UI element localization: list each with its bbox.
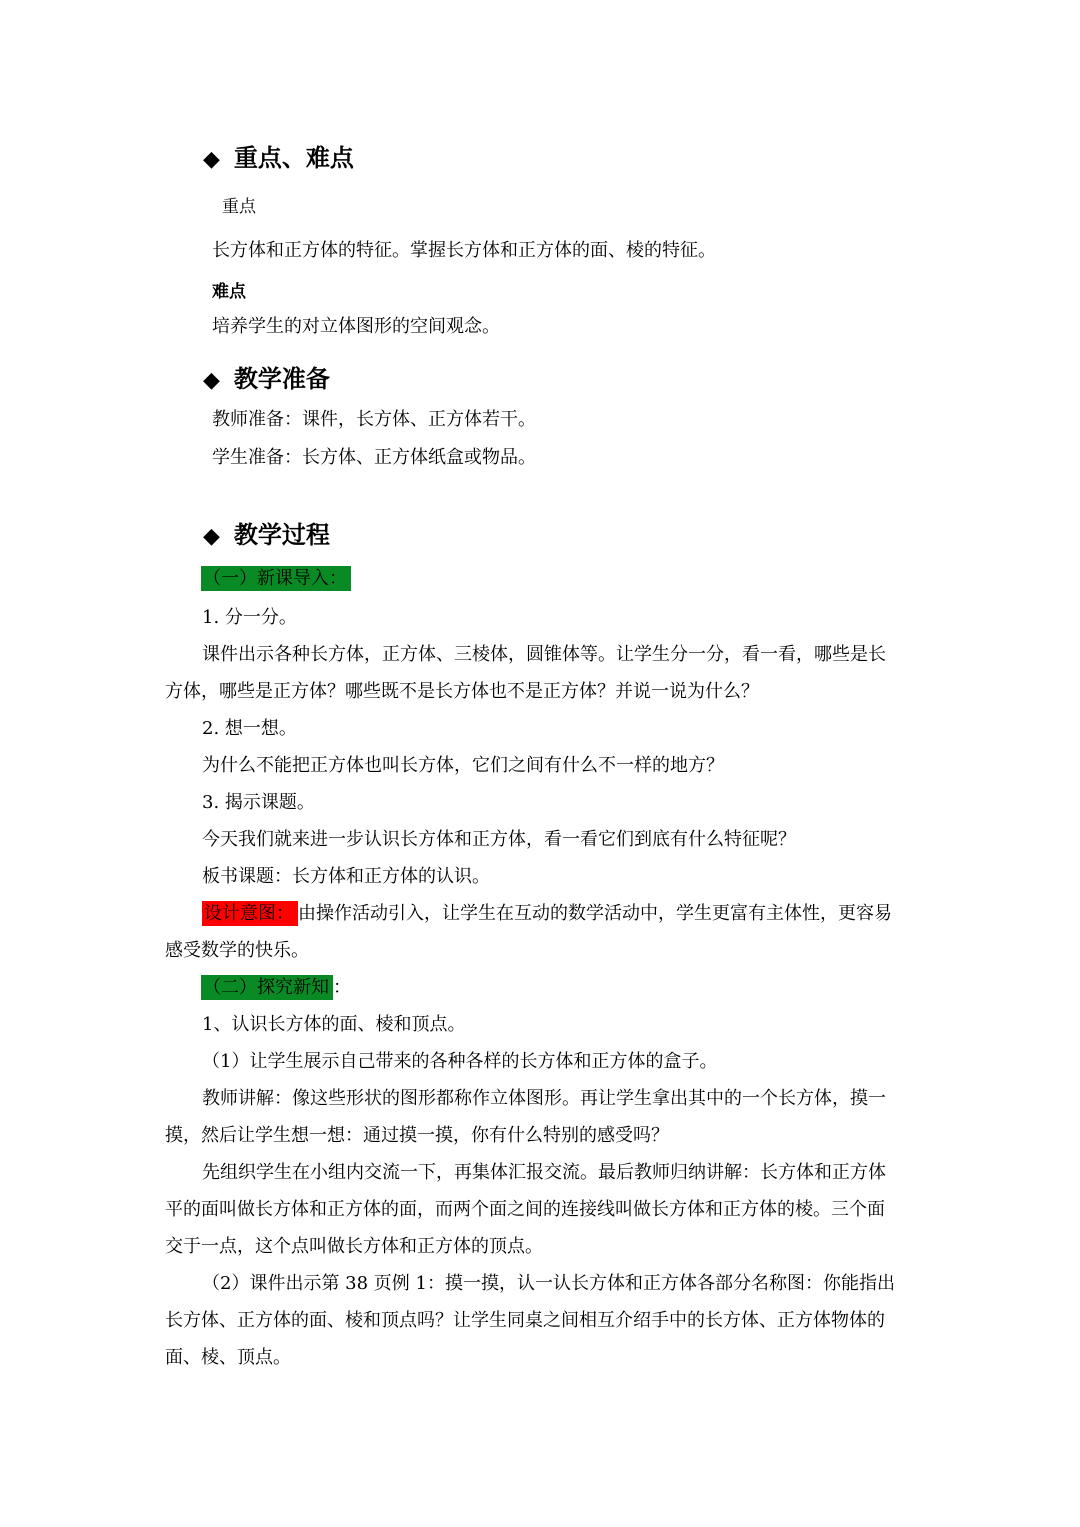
part1-label — [201, 570, 351, 588]
green-highlight: （二）探究新知 — [201, 975, 333, 1000]
design-intent-line1: 设计意图： 由操作活动引入，让学生在互动的数学活动中，学生更富有主体性，更容易 — [204, 903, 892, 924]
step3-text: 今天我们就来进一步认识长方体和正方体，看一看它们到底有什么特征呢？ — [202, 829, 796, 850]
heading-key-difficult — [203, 143, 354, 172]
step1-line2: 方体，哪些是正方体？哪些既不是长方体也不是正方体？并说一说为什么？ — [165, 681, 759, 702]
teacher-explain-line2: 摸，然后让学生想一想：通过摸一摸，你有什么特别的感受吗？ — [165, 1125, 669, 1146]
difficult-text: 培养学生的对立体图形的空间观念。 — [212, 316, 500, 337]
group-line3: 交于一点，这个点叫做长方体和正方体的顶点。 — [165, 1236, 543, 1257]
design-intent-line2: 感受数学的快乐。 — [165, 940, 309, 961]
step1-line1: 课件出示各种长方体，正方体、三棱体，圆锥体等。让学生分一分，看一看，哪些是长 — [202, 644, 886, 665]
step2-title: 2. 想一想。 — [202, 718, 297, 739]
group-line1: 先组织学生在小组内交流一下，再集体汇报交流。最后教师归纳讲解：长方体和正方体 — [202, 1162, 886, 1183]
part2-label: （二）探究新知 ： — [203, 977, 351, 998]
heading-teaching-process — [203, 520, 330, 549]
key-label: 重点 — [222, 197, 256, 217]
key-text: 长方体和正方体的特征。掌握长方体和正方体的面、棱的特征。 — [212, 240, 716, 261]
heading-text: 教学准备 — [233, 364, 330, 393]
board-title: 板书课题：长方体和正方体的认识。 — [202, 866, 490, 887]
teacher-preparation: 教师准备：课件，长方体、正方体若干。 — [212, 409, 536, 430]
step3-title: 3. 揭示课题。 — [202, 792, 315, 813]
group-line2: 平的面叫做长方体和正方体的面，而两个面之间的连接线叫做长方体和正方体的棱。三个面 — [165, 1199, 885, 1220]
red-highlight: 设计意图： — [202, 901, 298, 926]
item1-sub2-line1: （2）课件出示第 38 页例 1：摸一摸，认一认长方体和正方体各部分名称图：你能指出 — [202, 1273, 895, 1294]
diamond-bullet-icon: ◆ — [203, 523, 220, 549]
heading-text: 重点、难点 — [233, 143, 354, 172]
difficult-label: 难点 — [212, 282, 246, 302]
item1-sub2-line2: 长方体、正方体的面、棱和顶点吗？让学生同桌之间相互介绍手中的长方体、正方体物体的 — [165, 1310, 885, 1331]
heading-preparation — [203, 364, 330, 393]
student-preparation: 学生准备：长方体、正方体纸盒或物品。 — [212, 447, 536, 468]
item1-sub2-line3: 面、棱、顶点。 — [165, 1347, 291, 1368]
green-highlight: （一）新课导入： — [201, 566, 351, 591]
item1-sub1: （1）让学生展示自己带来的各种各样的长方体和正方体的盒子。 — [202, 1051, 718, 1072]
step1-title: 1. 分一分。 — [202, 607, 297, 628]
diamond-bullet-icon: ◆ — [203, 146, 220, 172]
teacher-explain-line1: 教师讲解：像这些形状的图形都称作立体图形。再让学生拿出其中的一个长方体，摸一 — [202, 1088, 886, 1109]
heading-text: 教学过程 — [233, 520, 330, 549]
step2-text: 为什么不能把正方体也叫长方体，它们之间有什么不一样的地方？ — [202, 755, 724, 776]
diamond-bullet-icon: ◆ — [203, 367, 220, 393]
item1: 1、认识长方体的面、棱和顶点。 — [202, 1014, 466, 1035]
